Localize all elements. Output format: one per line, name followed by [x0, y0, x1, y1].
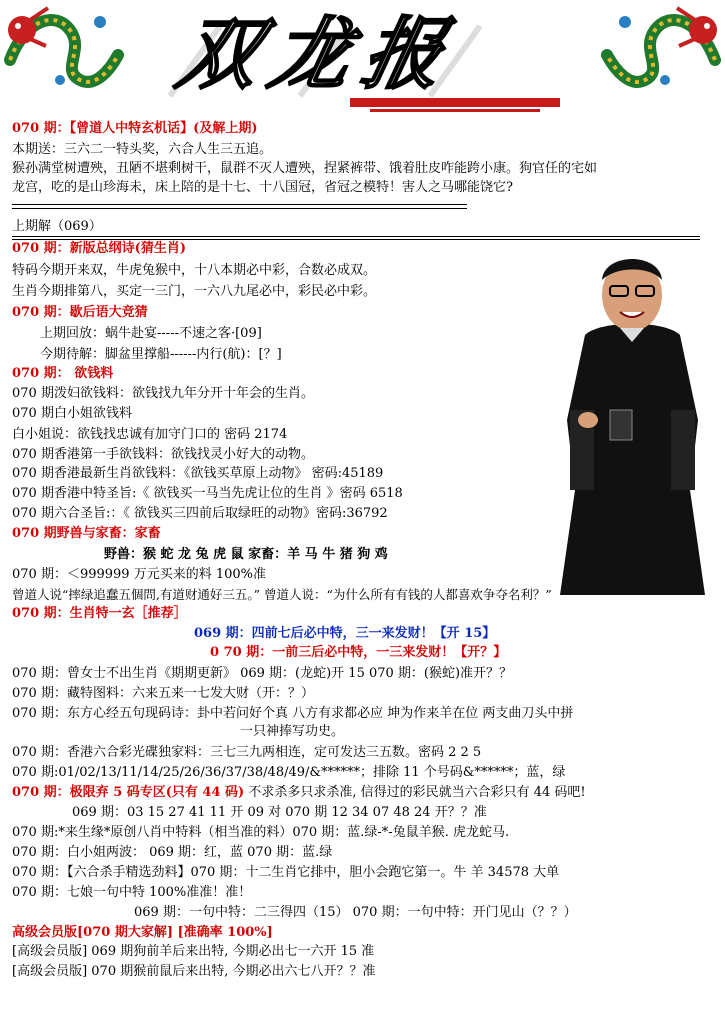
seg: 070 期：＜999999 万元买来的料 100%准	[12, 567, 267, 582]
line-last-solution	[12, 219, 102, 235]
masthead	[160, 6, 580, 116]
seg: 070 期:01/02/13/11/14/25/26/36/37/38/48/49/&******；排除 11 个号码&******；蓝，绿	[12, 765, 566, 780]
seg: 特码今期开来双，牛虎兔猴中，十八本期必中彩，合数必成双。	[12, 263, 377, 278]
seg: 070 期香港最新生肖欲钱料：《欲钱买草原上动物》 密码:45189	[12, 466, 384, 481]
seg: 高级会员版[070 期大家解] [准确率 100%]	[12, 925, 273, 940]
seg: 070 期：香港六合彩光碟独家料：三七三九两相连，定可发达三五数。密码 2 2 5	[12, 745, 482, 760]
line-text	[12, 567, 266, 583]
seg: 上期回放：蜗牛赴宴-----不速之客·[09]	[40, 326, 262, 341]
line-text	[12, 765, 565, 781]
line-section-heading	[12, 305, 148, 321]
line-text	[12, 486, 403, 502]
portrait-figure-image	[540, 240, 725, 600]
line-text	[12, 263, 376, 279]
seg: [高级会员版] 069 期狗前羊后来出特, 今期必出七一六开 15 准	[12, 944, 375, 959]
seg: 今期待解：脚盆里撑船------内行(航)：[？]	[40, 347, 282, 362]
line-text	[72, 805, 487, 821]
seg: 070 期：生肖特一玄［推荐］	[12, 606, 187, 621]
seg: 070 期：曾女士不出生肖《期期更新》 069 期：(龙蛇)开 15 070 期：(猴蛇)准开？？	[12, 666, 513, 681]
seg: 070 期：藏特图料：六来五来一七发大财（开：？）	[12, 686, 314, 701]
seg: 070 期：【曾道人中特玄机话】(及解上期)	[12, 121, 258, 136]
line-text	[12, 885, 251, 901]
seg: 070 期：东方心经五句现码诗：卦中若问好个真 八方有求都必应 坤为作来羊在位 两支曲刀头中拼	[12, 706, 574, 721]
line-section-heading	[12, 241, 186, 257]
seg: 070 期六合圣旨:：《 欲钱买三四前后取绿旺的动物》密码:36792	[12, 506, 388, 521]
line-highlight-blue	[194, 626, 495, 642]
dragon-left-image	[0, 0, 125, 95]
line-text	[12, 706, 573, 722]
line-text	[12, 845, 332, 861]
seg: 070 期：极限弃 5 码专区(只有 44 码)	[12, 785, 245, 800]
line-text	[12, 587, 552, 603]
seg: 生肖今期排第八，买定一三门，一六八九尾必中，彩民必中彩。	[12, 284, 377, 299]
line-section-heading	[12, 366, 113, 382]
seg: 曾道人说“摔绿追蠢五個問,有道财通好三五。” 曾道人说：“为什么所有有钱的人都喜欢争夺名利？”	[12, 587, 552, 602]
line-text	[40, 326, 262, 342]
seg: 070 期:*来生缘*原创八肖中特料（相当准的料）070 期：蓝.绿-*-兔鼠羊猴. 虎龙蛇马.	[12, 825, 510, 840]
seg: 069 期：03 15 27 41 11 开 09 对 070 期 12 34 07 48 24 开？？准	[72, 805, 487, 820]
seg: 070 期：新版总纲诗(猜生肖)	[12, 241, 186, 256]
line-text	[12, 466, 383, 482]
line-prize	[12, 142, 272, 158]
seg: 不求杀多只求杀准, 信得过的彩民就当六合彩只有 44 码吧!	[244, 785, 586, 800]
line-highlight-red	[210, 645, 506, 661]
seg: 猴孙满堂树遭殃，丑陋不堪剩树干，鼠群不灭人遭殃，捏紧裤带、饿着肚皮咋能跨小康。狗官任的宅如	[12, 161, 598, 176]
line-text	[12, 865, 559, 881]
seg: 一只神捧写功史。	[240, 724, 345, 739]
line-text	[12, 666, 512, 682]
line-text	[12, 964, 376, 980]
line-animals	[104, 547, 388, 563]
seg: 070 期：【六合杀手精选劲料】070 期：十二生肖它排中，胆小会跑它第一。牛 羊 34578 大单	[12, 865, 560, 880]
seg: 本期送：三六二一特头奖，六合人生三五追。	[12, 142, 273, 157]
seg: 070 期泼妇欲钱料：欲钱找九年分开十年会的生肖。	[12, 386, 314, 401]
seg: 070 期白小姐欲钱料	[12, 406, 132, 421]
line-text	[134, 905, 577, 921]
line-text	[12, 427, 287, 443]
line-text	[12, 447, 314, 463]
seg: 069 期：四前七后必中特，三一来发财！【开 15】	[194, 626, 496, 641]
line-text	[12, 745, 481, 761]
seg: 070 期香港中特圣旨:《 欲钱买一马当先虎让位的生肖 》密码 6518	[12, 486, 403, 501]
line-text	[12, 406, 132, 422]
seg: 070 期： 欲钱料	[12, 366, 114, 381]
double-rule	[12, 204, 467, 209]
seg: 070 期：七娘一句中特 100%准准！准！	[12, 885, 252, 900]
line-text	[12, 825, 509, 841]
line-section-heading	[12, 526, 161, 542]
line-text	[12, 386, 314, 402]
seg: 070 期野兽与家畜：家畜	[12, 526, 161, 541]
seg: 070 期香港第一手欲钱料：欲钱找灵小好大的动物。	[12, 447, 314, 462]
line-poem-2	[12, 180, 513, 196]
seg: 069 期：一句中特：二三得四（15） 070 期：一句中特：开门见山（？？）	[134, 905, 577, 920]
line-text	[12, 686, 314, 702]
line-section-heading	[12, 925, 273, 941]
line-text	[12, 506, 388, 522]
seg: 070 期：白小姐两波： 069 期：红，蓝 070 期：蓝.绿	[12, 845, 333, 860]
seg: 白小姐说：欲钱找忠诚有加守门口的 密码 2174	[12, 427, 288, 442]
seg: 0 70 期：一前三后必中特，一三来发财！【开？】	[210, 645, 507, 660]
seg: 野兽：猴 蛇 龙 兔 虎 鼠 家畜：羊 马 牛 猪 狗 鸡	[104, 547, 388, 562]
seg: [高级会员版] 070 期猴前鼠后来出特, 今期必出六七八开？？准	[12, 964, 376, 979]
line-section-heading	[12, 606, 187, 622]
line-text	[12, 785, 586, 801]
line-issue-header	[12, 121, 257, 137]
line-text	[12, 944, 374, 960]
seg: 上期解（069）	[12, 219, 102, 234]
seg: 070 期：歇后语大竞猜	[12, 305, 148, 320]
line-poem-1	[12, 161, 597, 177]
masthead-title: 双龙报	[170, 9, 466, 100]
line-text	[12, 284, 376, 300]
line-text	[40, 347, 282, 363]
dragon-right-image	[600, 0, 725, 95]
seg: 龙宫，吃的是山珍海未，床上陪的是十七、十八国冠，省冠之模特！害人之马哪能饶它?	[12, 180, 513, 195]
line-text	[240, 724, 344, 740]
